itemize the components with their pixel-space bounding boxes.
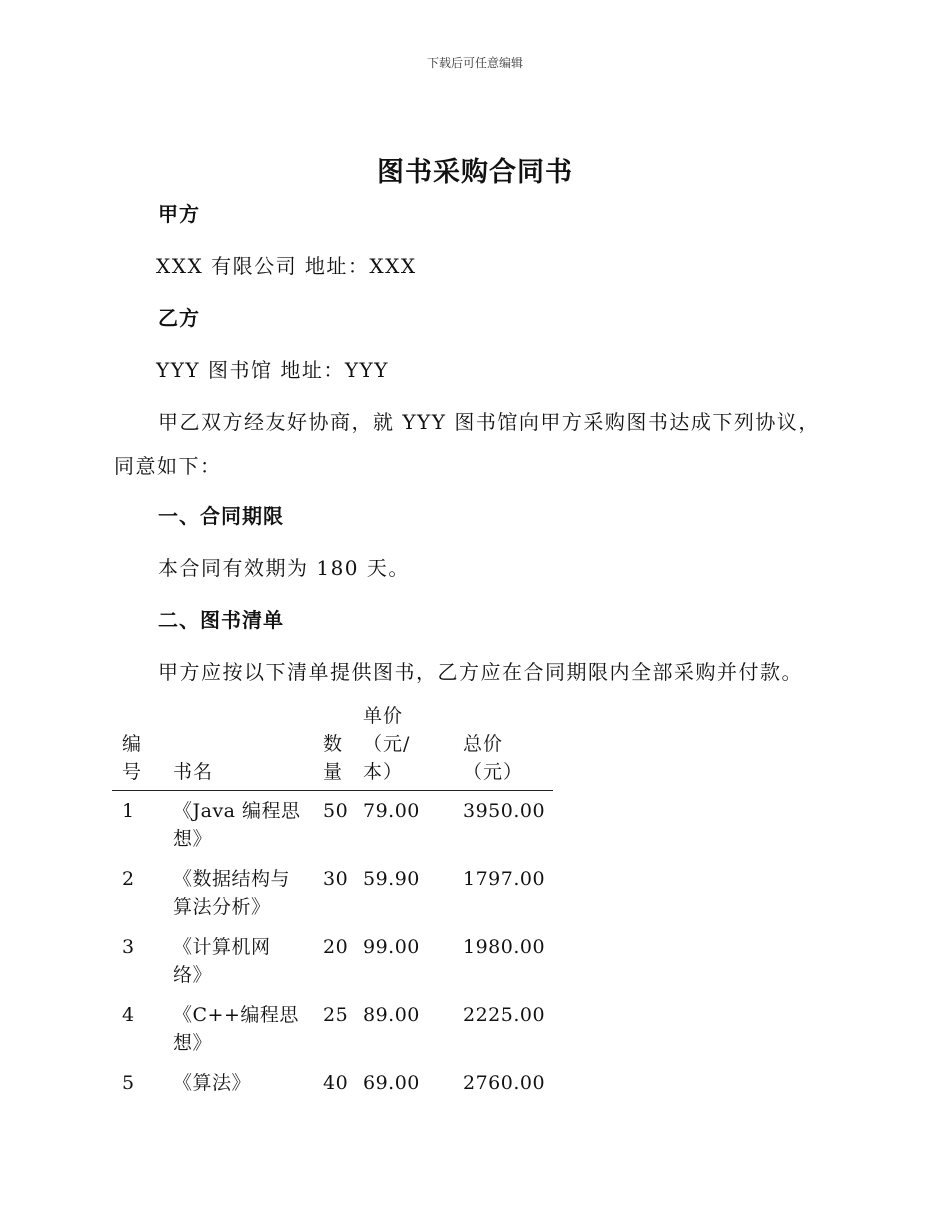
- party-a-info: XXX 有限公司 地址：XXX: [156, 254, 417, 278]
- intro-line-2: 同意如下：: [114, 454, 222, 478]
- table-row: [112, 859, 553, 927]
- cell-total: 1980.00: [463, 936, 546, 958]
- section-1-heading: 一、合同期限: [158, 504, 284, 528]
- cell-no: 1: [122, 800, 135, 822]
- cell-no: 5: [122, 1072, 135, 1094]
- cell-name: 《数据结构与算法分析》: [173, 868, 291, 918]
- page-header-note: 下载后可任意编辑: [426, 56, 523, 70]
- cell-name: 《计算机网络》: [173, 936, 271, 986]
- header-name: 书名: [173, 702, 323, 791]
- table-row: [112, 927, 553, 995]
- header-no: 编号: [112, 702, 173, 791]
- section-1-body: 本合同有效期为 180 天。: [158, 556, 410, 580]
- section-2-heading: 二、图书清单: [158, 608, 284, 632]
- cell-price: 99.00: [363, 936, 420, 958]
- cell-price: 59.90: [363, 868, 420, 890]
- table-row: [112, 791, 553, 860]
- cell-price: 69.00: [363, 1072, 420, 1094]
- header-qty: 数量: [323, 702, 363, 791]
- table-row: [112, 1063, 553, 1103]
- party-a-label: 甲方: [158, 202, 200, 226]
- party-b-label: 乙方: [158, 306, 200, 330]
- header-price: 单价（元/本）: [363, 702, 463, 791]
- cell-qty: 50: [323, 800, 349, 822]
- cell-no: 3: [122, 936, 135, 958]
- book-list-table: [112, 702, 553, 1103]
- document-title: 图书采购合同书: [377, 157, 573, 188]
- cell-no: 2: [122, 868, 135, 890]
- section-2-body: 甲方应按以下清单提供图书，乙方应在合同期限内全部采购并付款。: [158, 660, 803, 684]
- cell-name: 《C++编程思想》: [173, 1004, 299, 1054]
- party-b-info: YYY 图书馆 地址：YYY: [156, 358, 389, 382]
- cell-qty: 20: [323, 936, 349, 958]
- table-row: [112, 995, 553, 1063]
- table-header-row: [112, 702, 553, 791]
- cell-name: 《Java 编程思想》: [173, 800, 301, 850]
- cell-qty: 40: [323, 1072, 349, 1094]
- intro-line-1: 甲乙双方经友好协商，就 YYY 图书馆向甲方采购图书达成下列协议，: [158, 410, 820, 434]
- header-total: 总价（元）: [463, 702, 553, 791]
- cell-total: 1797.00: [463, 868, 546, 890]
- cell-qty: 25: [323, 1004, 349, 1026]
- cell-total: 3950.00: [463, 800, 546, 822]
- cell-name: 《算法》: [173, 1072, 252, 1094]
- cell-price: 79.00: [363, 800, 420, 822]
- cell-price: 89.00: [363, 1004, 420, 1026]
- cell-qty: 30: [323, 868, 349, 890]
- cell-no: 4: [122, 1004, 135, 1026]
- cell-total: 2225.00: [463, 1004, 546, 1026]
- cell-total: 2760.00: [463, 1072, 546, 1094]
